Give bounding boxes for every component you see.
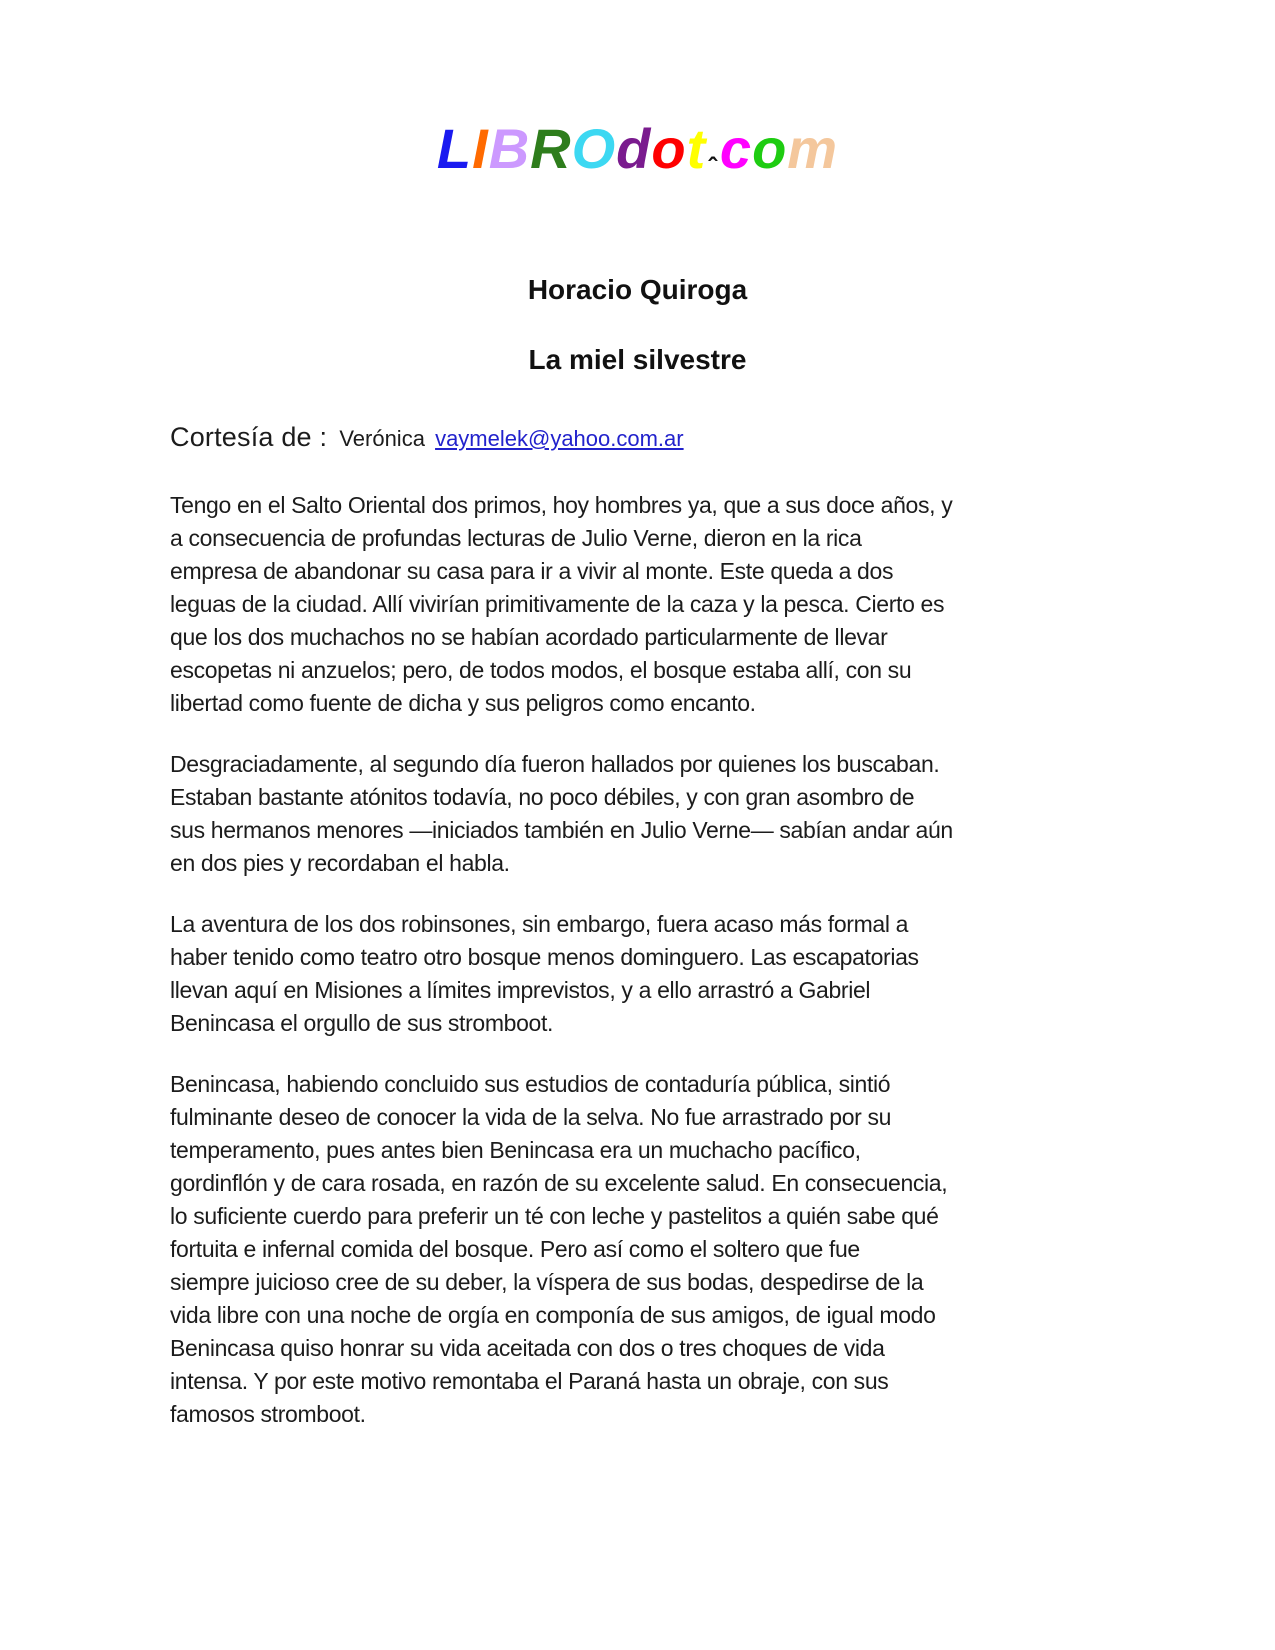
story-paragraph: Benincasa, habiendo concluido sus estudios de contaduría pública, sintió fulminante deseo de conocer la vida de la selva. No fue arrastrado por su temperamento, pues antes bien Benincasa era un muchacho pacífico, gordinflón y de cara rosada, en razón de su excelente salud. En consecuencia, lo suficiente cuerdo para preferir un té con leche y pastelitos a quién sabe qué fortuita e infernal comida del bosque. Pero así como el soltero que fue siempre juicioso cree de su deber, la víspera de sus bodas, despedirse de la vida libre con una noche de orgía en componía de sus amigos, de igual modo Benincasa quiso honrar su vida aceitada con dos o tres choques de vida intensa. Y por este motivo remontaba el Paraná hasta un obraje, con sus famosos stromboot.	[170, 1071, 948, 1427]
story-paragraph: Tengo en el Salto Oriental dos primos, hoy hombres ya, que a sus doce años, y a consecuencia de profundas lecturas de Julio Verne, dieron en la rica empresa de abandonar su casa para ir a vivir al monte. Este queda a dos leguas de la ciudad. Allí vivirían primitivamente de la caza y la pesca. Cierto es que los dos muchachos no se habían acordado particularmente de llevar escopetas ni anzuelos; pero, de todos modos, el bosque estaba allí, con su libertad como fuente de dicha y sus peligros como encanto.	[170, 492, 953, 716]
logo-letter: t	[686, 117, 707, 180]
story-paragraph: Desgraciadamente, al segundo día fueron hallados por quienes los buscaban. Estaban bastante atónitos todavía, no poco débiles, y con gran asombro de sus hermanos menores —iniciados también en Julio Verne— sabían andar aún en dos pies y recordaban el habla.	[170, 751, 953, 876]
logo-letter: o	[752, 117, 788, 180]
logo-dot-mark: ˆ	[708, 152, 718, 182]
courtesy-email-link[interactable]: vaymelek@yahoo.com.ar	[435, 426, 684, 451]
logo-letter: L	[436, 117, 473, 180]
logo-letter: o	[651, 117, 687, 180]
logo-letter: O	[571, 117, 617, 180]
logo-letter: c	[719, 117, 753, 180]
logo-letter: I	[472, 117, 489, 180]
site-logo	[0, 116, 1275, 200]
story-body	[170, 489, 1105, 1431]
courtesy-name: Verónica	[339, 426, 425, 451]
logo-letter: d	[616, 117, 652, 180]
courtesy-label: Cortesía de :	[170, 422, 328, 452]
logo-letter: R	[530, 117, 572, 180]
logo-letter: m	[787, 117, 839, 180]
story-paragraph: La aventura de los dos robinsones, sin embargo, fuera acaso más formal a haber tenido como teatro otro bosque menos dominguero. Las escapatorias llevan aquí en Misiones a límites imprevistos, y a ello arrastró a Gabriel Benincasa el orgullo de sus stromboot.	[170, 911, 919, 1036]
courtesy-line	[170, 422, 1275, 453]
author-heading: Horacio Quiroga	[527, 274, 748, 305]
story-title: La miel silvestre	[528, 344, 747, 375]
logo-letter: B	[488, 117, 531, 180]
